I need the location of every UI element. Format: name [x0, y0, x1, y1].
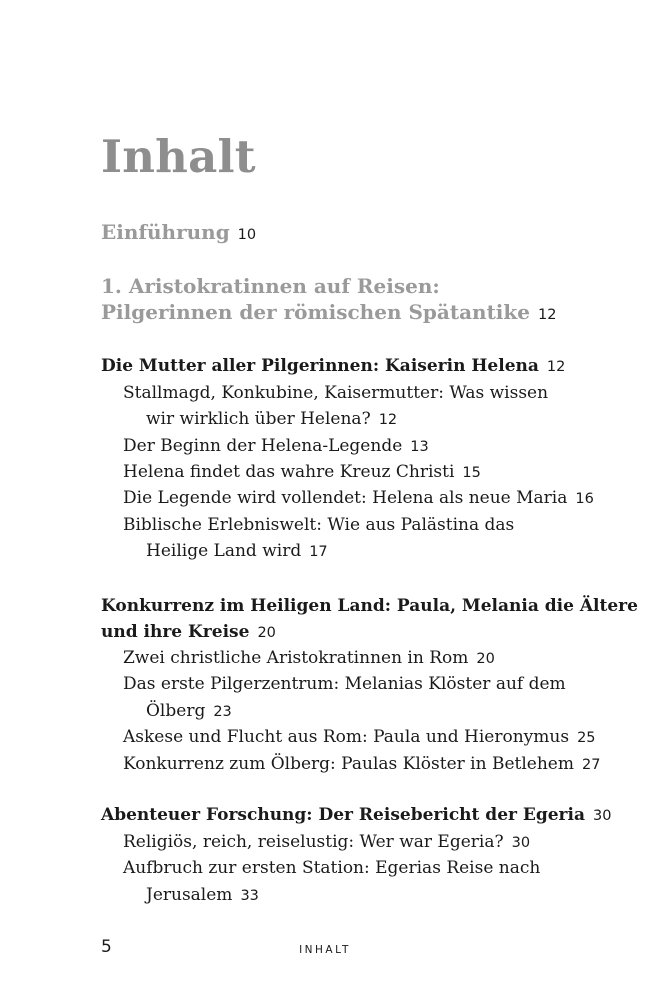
toc-entry-label: Heilige Land wird — [146, 541, 302, 561]
toc-entry — [123, 459, 481, 487]
toc-entry-label: Zwei christliche Aristokratinnen in Rom — [123, 648, 469, 668]
running-head: INHALT — [299, 944, 351, 956]
toc-section-egeria — [101, 802, 611, 830]
toc-entry-page: 16 — [575, 491, 594, 507]
toc-entry-page: 27 — [581, 757, 601, 773]
page-title: Inhalt — [101, 130, 256, 183]
toc-chapter-1-label: Pilgerinnen der römischen Spätantike — [101, 300, 530, 324]
toc-entry-label: Konkurrenz zum Ölberg: Paulas Klöster in Betlehem — [123, 754, 574, 774]
toc-entry-label: Die Legende wird vollendet: Helena als neue Maria — [123, 488, 568, 508]
toc-entry — [123, 724, 596, 752]
toc-entry-page: 25 — [577, 730, 596, 746]
toc-entry — [123, 751, 600, 779]
toc-entry-label: Jerusalem — [146, 885, 233, 905]
toc-entry-page: 15 — [462, 465, 481, 481]
toc-entry-page: 12 — [378, 412, 398, 428]
toc-section-page: 30 — [592, 808, 612, 824]
toc-entry-page: 23 — [213, 704, 232, 720]
toc-entry-label: Helena findet das wahre Kreuz Christi — [123, 462, 455, 482]
toc-entry-page: 13 — [410, 439, 429, 455]
page-number: 5 — [101, 937, 112, 957]
toc-intro — [101, 218, 256, 249]
toc-entry-line: Aufbruch zur ersten Station: Egerias Reise nach — [123, 858, 541, 878]
toc-intro-label: Einführung — [101, 220, 230, 244]
toc-entry-page: 30 — [511, 835, 531, 851]
toc-entry — [123, 433, 429, 461]
toc-section-label: Die Mutter aller Pilgerinnen: Kaiserin Helena — [101, 356, 539, 376]
toc-section-heading-line: Konkurrenz im Heiligen Land: Paula, Melania die Ältere — [101, 596, 638, 616]
toc-entry-continuation — [146, 406, 397, 434]
toc-entry-label: Der Beginn der Helena-Legende — [123, 436, 403, 456]
toc-entry-label: Ölberg — [146, 701, 206, 721]
toc-entry — [123, 485, 594, 513]
toc-entry-continuation — [146, 538, 328, 566]
toc-section-label: und ihre Kreise — [101, 622, 250, 642]
toc-entry-continuation — [146, 882, 259, 910]
toc-chapter-1-line-2 — [101, 298, 556, 329]
toc-entry-line: Biblische Erlebniswelt: Wie aus Palästina das — [123, 515, 515, 535]
toc-intro-page: 10 — [237, 227, 257, 243]
toc-chapter-1-page: 12 — [537, 307, 557, 323]
toc-section-page: 12 — [546, 359, 566, 375]
toc-entry-line: Das erste Pilgerzentrum: Melanias Klöster auf dem — [123, 674, 566, 694]
toc-section-page: 20 — [257, 625, 276, 641]
toc-entry-line: Stallmagd, Konkubine, Kaisermutter: Was wissen — [123, 383, 549, 403]
toc-entry-label: Religiös, reich, reiselustig: Wer war Egeria? — [123, 832, 504, 852]
toc-entry-page: 20 — [476, 651, 495, 667]
toc-entry-label: wir wirklich über Helena? — [146, 409, 371, 429]
toc-entry-page: 33 — [240, 888, 259, 904]
toc-section-heading-continuation — [101, 619, 276, 647]
toc-entry — [123, 645, 495, 673]
toc-section-label: Abenteuer Forschung: Der Reisebericht der Egeria — [101, 805, 585, 825]
toc-entry-label: Askese und Flucht aus Rom: Paula und Hieronymus — [123, 727, 570, 747]
toc-chapter-1-line-1: 1. Aristokratinnen auf Reisen: — [101, 274, 440, 298]
toc-section-helena — [101, 353, 565, 381]
toc-entry-page: 17 — [309, 544, 328, 560]
toc-entry-continuation — [146, 698, 232, 726]
toc-entry — [123, 829, 530, 857]
